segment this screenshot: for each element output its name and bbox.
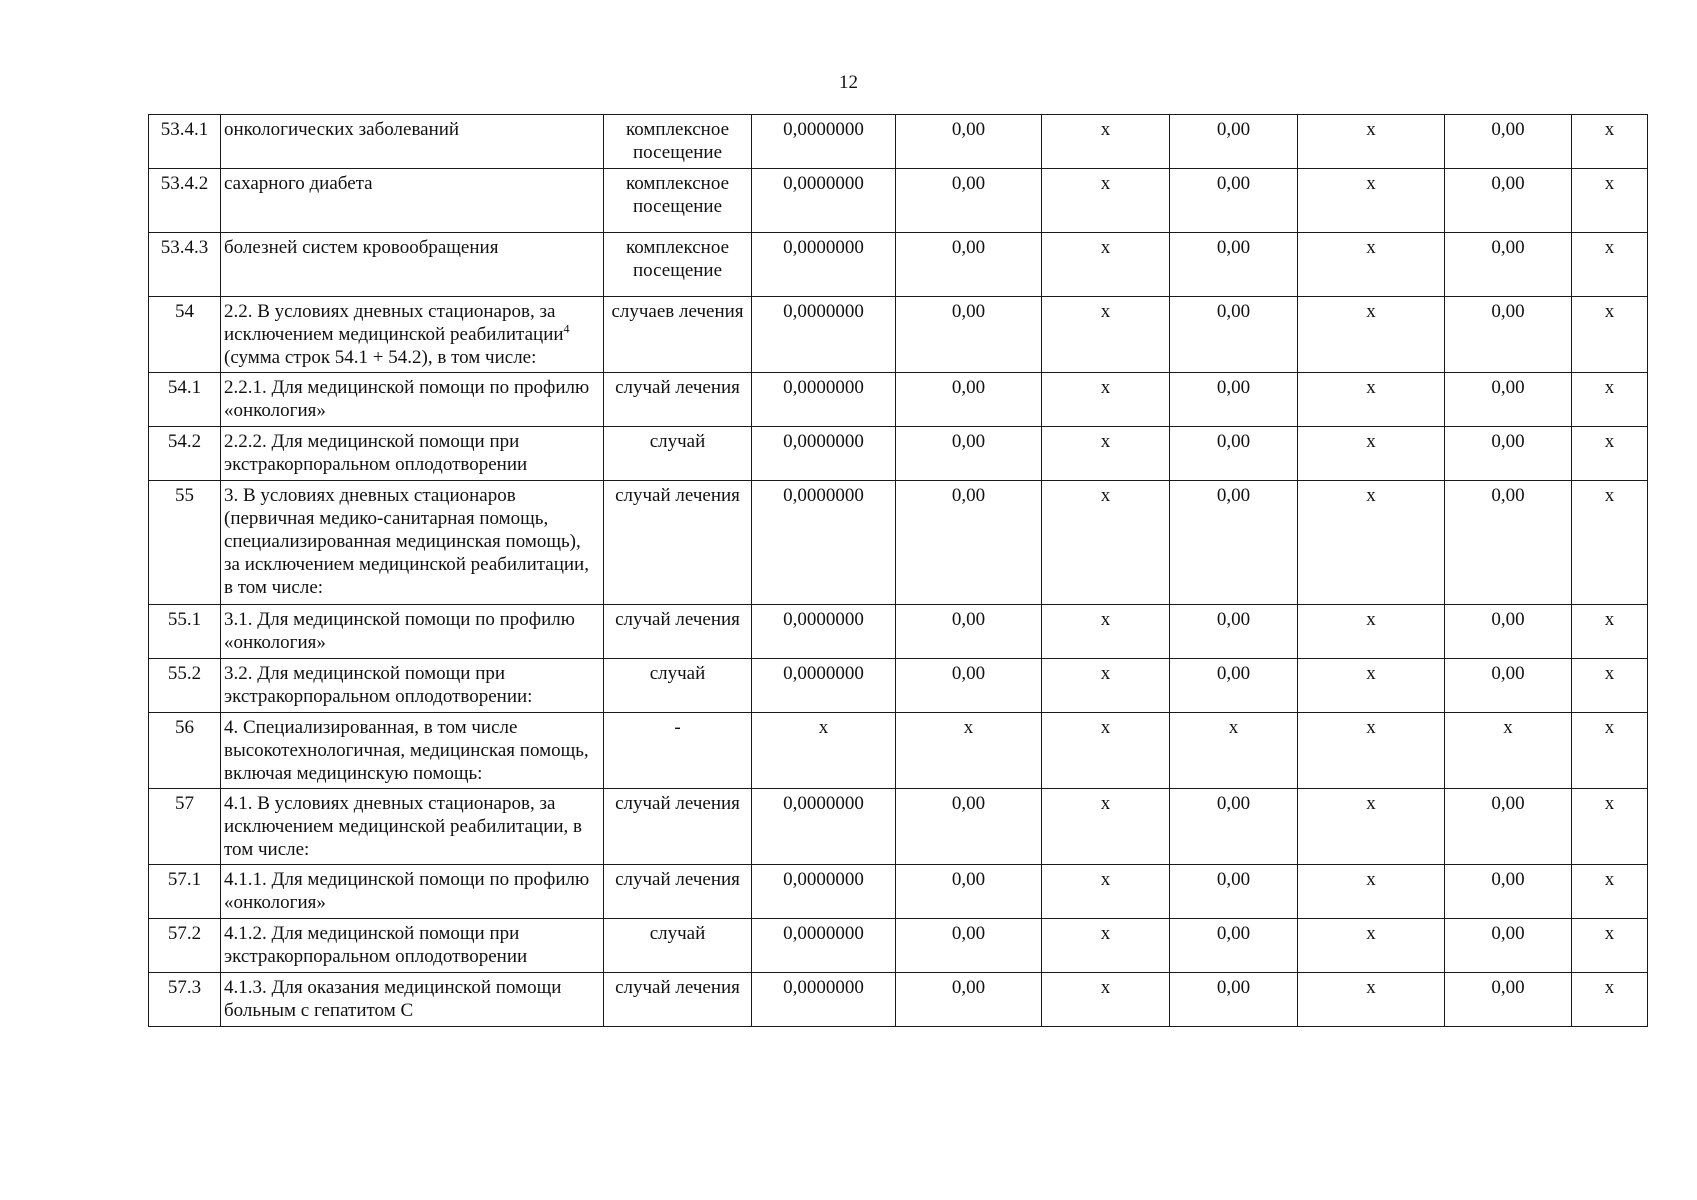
value-cell-1: х	[752, 713, 896, 789]
unit-cell: -	[604, 713, 752, 789]
value-cell-6: 0,00	[1445, 297, 1572, 373]
table-row	[149, 659, 1648, 713]
row-name-text: 2.2.2. Для медицинской помощи при экстракорпоральном оплодотворении	[224, 431, 528, 475]
row-name-continuation: (сумма строк 54.1 + 54.2), в том числе:	[224, 347, 537, 368]
table-row	[149, 865, 1648, 919]
value-cell-2: 0,00	[896, 605, 1042, 659]
row-name-text: 4.1.3. Для оказания медицинской помощи больным с гепатитом С	[224, 977, 562, 1021]
table-row	[149, 973, 1648, 1027]
value-cell-7: х	[1572, 659, 1648, 713]
row-name-cell	[221, 713, 604, 789]
value-cell-4: 0,00	[1170, 789, 1298, 865]
value-cell-3: х	[1042, 973, 1170, 1027]
unit-cell: случай лечения	[604, 373, 752, 427]
value-cell-2: 0,00	[896, 481, 1042, 605]
value-cell-3: х	[1042, 789, 1170, 865]
table-row	[149, 713, 1648, 789]
value-cell-2: х	[896, 713, 1042, 789]
unit-cell: комплексное посещение	[604, 115, 752, 169]
value-cell-3: х	[1042, 605, 1170, 659]
value-cell-2: 0,00	[896, 427, 1042, 481]
value-cell-5: х	[1298, 115, 1445, 169]
value-cell-2: 0,00	[896, 297, 1042, 373]
value-cell-1: 0,0000000	[752, 297, 896, 373]
row-name-text: болезней систем кровообращения	[224, 237, 499, 258]
value-cell-4: 0,00	[1170, 169, 1298, 233]
value-cell-5: х	[1298, 427, 1445, 481]
value-cell-5: х	[1298, 973, 1445, 1027]
value-cell-5: х	[1298, 659, 1445, 713]
value-cell-4: 0,00	[1170, 659, 1298, 713]
row-name-text: онкологических заболеваний	[224, 119, 460, 140]
row-number-cell: 54	[149, 297, 221, 373]
value-cell-7: х	[1572, 115, 1648, 169]
row-number-cell: 53.4.3	[149, 233, 221, 297]
value-cell-7: х	[1572, 297, 1648, 373]
data-table	[148, 114, 1648, 1027]
value-cell-1: 0,0000000	[752, 481, 896, 605]
value-cell-6: 0,00	[1445, 373, 1572, 427]
value-cell-3: х	[1042, 373, 1170, 427]
value-cell-5: х	[1298, 605, 1445, 659]
row-name-cell	[221, 115, 604, 169]
footnote-marker: 4	[563, 321, 570, 336]
row-name-cell	[221, 481, 604, 605]
value-cell-1: 0,0000000	[752, 233, 896, 297]
row-name-cell	[221, 659, 604, 713]
unit-cell: случаев лечения	[604, 297, 752, 373]
row-name-cell	[221, 427, 604, 481]
value-cell-1: 0,0000000	[752, 865, 896, 919]
value-cell-3: х	[1042, 919, 1170, 973]
table-row	[149, 373, 1648, 427]
value-cell-7: х	[1572, 427, 1648, 481]
table-row	[149, 297, 1648, 373]
value-cell-7: х	[1572, 481, 1648, 605]
table-row	[149, 789, 1648, 865]
value-cell-4: 0,00	[1170, 115, 1298, 169]
row-number-cell: 55.1	[149, 605, 221, 659]
row-name-text: 2.2.1. Для медицинской помощи по профилю «онкология»	[224, 377, 590, 421]
row-name-cell	[221, 789, 604, 865]
row-number-cell: 55	[149, 481, 221, 605]
table-body	[149, 115, 1648, 1027]
table-row	[149, 233, 1648, 297]
value-cell-4: 0,00	[1170, 297, 1298, 373]
value-cell-5: х	[1298, 233, 1445, 297]
value-cell-6: 0,00	[1445, 605, 1572, 659]
value-cell-5: х	[1298, 713, 1445, 789]
value-cell-7: х	[1572, 605, 1648, 659]
value-cell-4: 0,00	[1170, 481, 1298, 605]
value-cell-5: х	[1298, 481, 1445, 605]
value-cell-1: 0,0000000	[752, 973, 896, 1027]
row-number-cell: 57.3	[149, 973, 221, 1027]
value-cell-6: 0,00	[1445, 865, 1572, 919]
value-cell-2: 0,00	[896, 919, 1042, 973]
value-cell-1: 0,0000000	[752, 605, 896, 659]
value-cell-5: х	[1298, 373, 1445, 427]
value-cell-2: 0,00	[896, 373, 1042, 427]
row-name-text: 3.1. Для медицинской помощи по профилю «онкология»	[224, 609, 575, 653]
value-cell-3: х	[1042, 427, 1170, 481]
row-name-text: 4. Специализированная, в том числе высокотехнологичная, медицинская помощь, включая медицинскую помощь:	[224, 717, 589, 784]
unit-cell: случай лечения	[604, 481, 752, 605]
row-number-cell: 55.2	[149, 659, 221, 713]
value-cell-2: 0,00	[896, 233, 1042, 297]
value-cell-6: 0,00	[1445, 169, 1572, 233]
value-cell-3: х	[1042, 233, 1170, 297]
row-name-cell	[221, 233, 604, 297]
value-cell-7: х	[1572, 713, 1648, 789]
value-cell-4: 0,00	[1170, 865, 1298, 919]
value-cell-4: 0,00	[1170, 233, 1298, 297]
page-number: 12	[839, 72, 858, 93]
value-cell-1: 0,0000000	[752, 919, 896, 973]
value-cell-4: 0,00	[1170, 427, 1298, 481]
table-row	[149, 427, 1648, 481]
unit-cell: случай лечения	[604, 973, 752, 1027]
table-row	[149, 481, 1648, 605]
unit-cell: случай лечения	[604, 865, 752, 919]
value-cell-3: х	[1042, 865, 1170, 919]
value-cell-1: 0,0000000	[752, 115, 896, 169]
value-cell-4: 0,00	[1170, 973, 1298, 1027]
value-cell-5: х	[1298, 169, 1445, 233]
value-cell-5: х	[1298, 789, 1445, 865]
unit-cell: случай	[604, 427, 752, 481]
row-number-cell: 57	[149, 789, 221, 865]
row-name-cell	[221, 297, 604, 373]
unit-cell: комплексное посещение	[604, 233, 752, 297]
value-cell-3: х	[1042, 659, 1170, 713]
row-number-cell: 53.4.1	[149, 115, 221, 169]
value-cell-7: х	[1572, 973, 1648, 1027]
value-cell-1: 0,0000000	[752, 789, 896, 865]
value-cell-4: 0,00	[1170, 605, 1298, 659]
value-cell-3: х	[1042, 169, 1170, 233]
row-name-cell	[221, 373, 604, 427]
row-name-cell	[221, 605, 604, 659]
value-cell-6: 0,00	[1445, 233, 1572, 297]
row-name-text: 4.1. В условиях дневных стационаров, за исключением медицинской реабилитации, в том числе:	[224, 793, 583, 860]
value-cell-4: 0,00	[1170, 373, 1298, 427]
value-cell-3: х	[1042, 115, 1170, 169]
value-cell-2: 0,00	[896, 169, 1042, 233]
value-cell-3: х	[1042, 481, 1170, 605]
row-number-cell: 57.1	[149, 865, 221, 919]
value-cell-6: 0,00	[1445, 919, 1572, 973]
value-cell-6: 0,00	[1445, 427, 1572, 481]
value-cell-4: х	[1170, 713, 1298, 789]
row-name-text: сахарного диабета	[224, 173, 373, 194]
value-cell-6: 0,00	[1445, 973, 1572, 1027]
table-row	[149, 169, 1648, 233]
row-number-cell: 54.1	[149, 373, 221, 427]
row-name-text: 4.1.2. Для медицинской помощи при экстракорпоральном оплодотворении	[224, 923, 528, 967]
row-name-text: 2.2. В условиях дневных стационаров, за исключением медицинской реабилитации	[224, 301, 564, 345]
unit-cell: случай лечения	[604, 605, 752, 659]
row-name-text: 3.2. Для медицинской помощи при экстракорпоральном оплодотворении:	[224, 663, 533, 707]
value-cell-5: х	[1298, 919, 1445, 973]
value-cell-1: 0,0000000	[752, 427, 896, 481]
value-cell-6: 0,00	[1445, 789, 1572, 865]
table-row	[149, 919, 1648, 973]
value-cell-5: х	[1298, 865, 1445, 919]
value-cell-2: 0,00	[896, 789, 1042, 865]
value-cell-2: 0,00	[896, 659, 1042, 713]
value-cell-4: 0,00	[1170, 919, 1298, 973]
value-cell-6: 0,00	[1445, 659, 1572, 713]
table-row	[149, 115, 1648, 169]
value-cell-2: 0,00	[896, 973, 1042, 1027]
row-number-cell: 56	[149, 713, 221, 789]
value-cell-7: х	[1572, 169, 1648, 233]
value-cell-2: 0,00	[896, 115, 1042, 169]
value-cell-7: х	[1572, 233, 1648, 297]
value-cell-6: х	[1445, 713, 1572, 789]
value-cell-1: 0,0000000	[752, 373, 896, 427]
value-cell-7: х	[1572, 373, 1648, 427]
row-number-cell: 57.2	[149, 919, 221, 973]
value-cell-7: х	[1572, 865, 1648, 919]
value-cell-5: х	[1298, 297, 1445, 373]
row-number-cell: 53.4.2	[149, 169, 221, 233]
value-cell-1: 0,0000000	[752, 169, 896, 233]
value-cell-1: 0,0000000	[752, 659, 896, 713]
row-name-cell	[221, 169, 604, 233]
unit-cell: комплексное посещение	[604, 169, 752, 233]
unit-cell: случай лечения	[604, 789, 752, 865]
value-cell-7: х	[1572, 919, 1648, 973]
row-name-cell	[221, 919, 604, 973]
value-cell-6: 0,00	[1445, 115, 1572, 169]
unit-cell: случай	[604, 919, 752, 973]
row-name-text: 3. В условиях дневных стационаров (первичная медико-санитарная помощь, специализированная медицинская помощь), за исключением медицинской реабилитации, в том числе:	[224, 485, 589, 598]
value-cell-6: 0,00	[1445, 481, 1572, 605]
unit-cell: случай	[604, 659, 752, 713]
value-cell-3: х	[1042, 297, 1170, 373]
row-name-cell	[221, 865, 604, 919]
row-name-cell	[221, 973, 604, 1027]
table-row	[149, 605, 1648, 659]
row-name-text: 4.1.1. Для медицинской помощи по профилю «онкология»	[224, 869, 590, 913]
row-number-cell: 54.2	[149, 427, 221, 481]
value-cell-2: 0,00	[896, 865, 1042, 919]
value-cell-3: х	[1042, 713, 1170, 789]
value-cell-7: х	[1572, 789, 1648, 865]
